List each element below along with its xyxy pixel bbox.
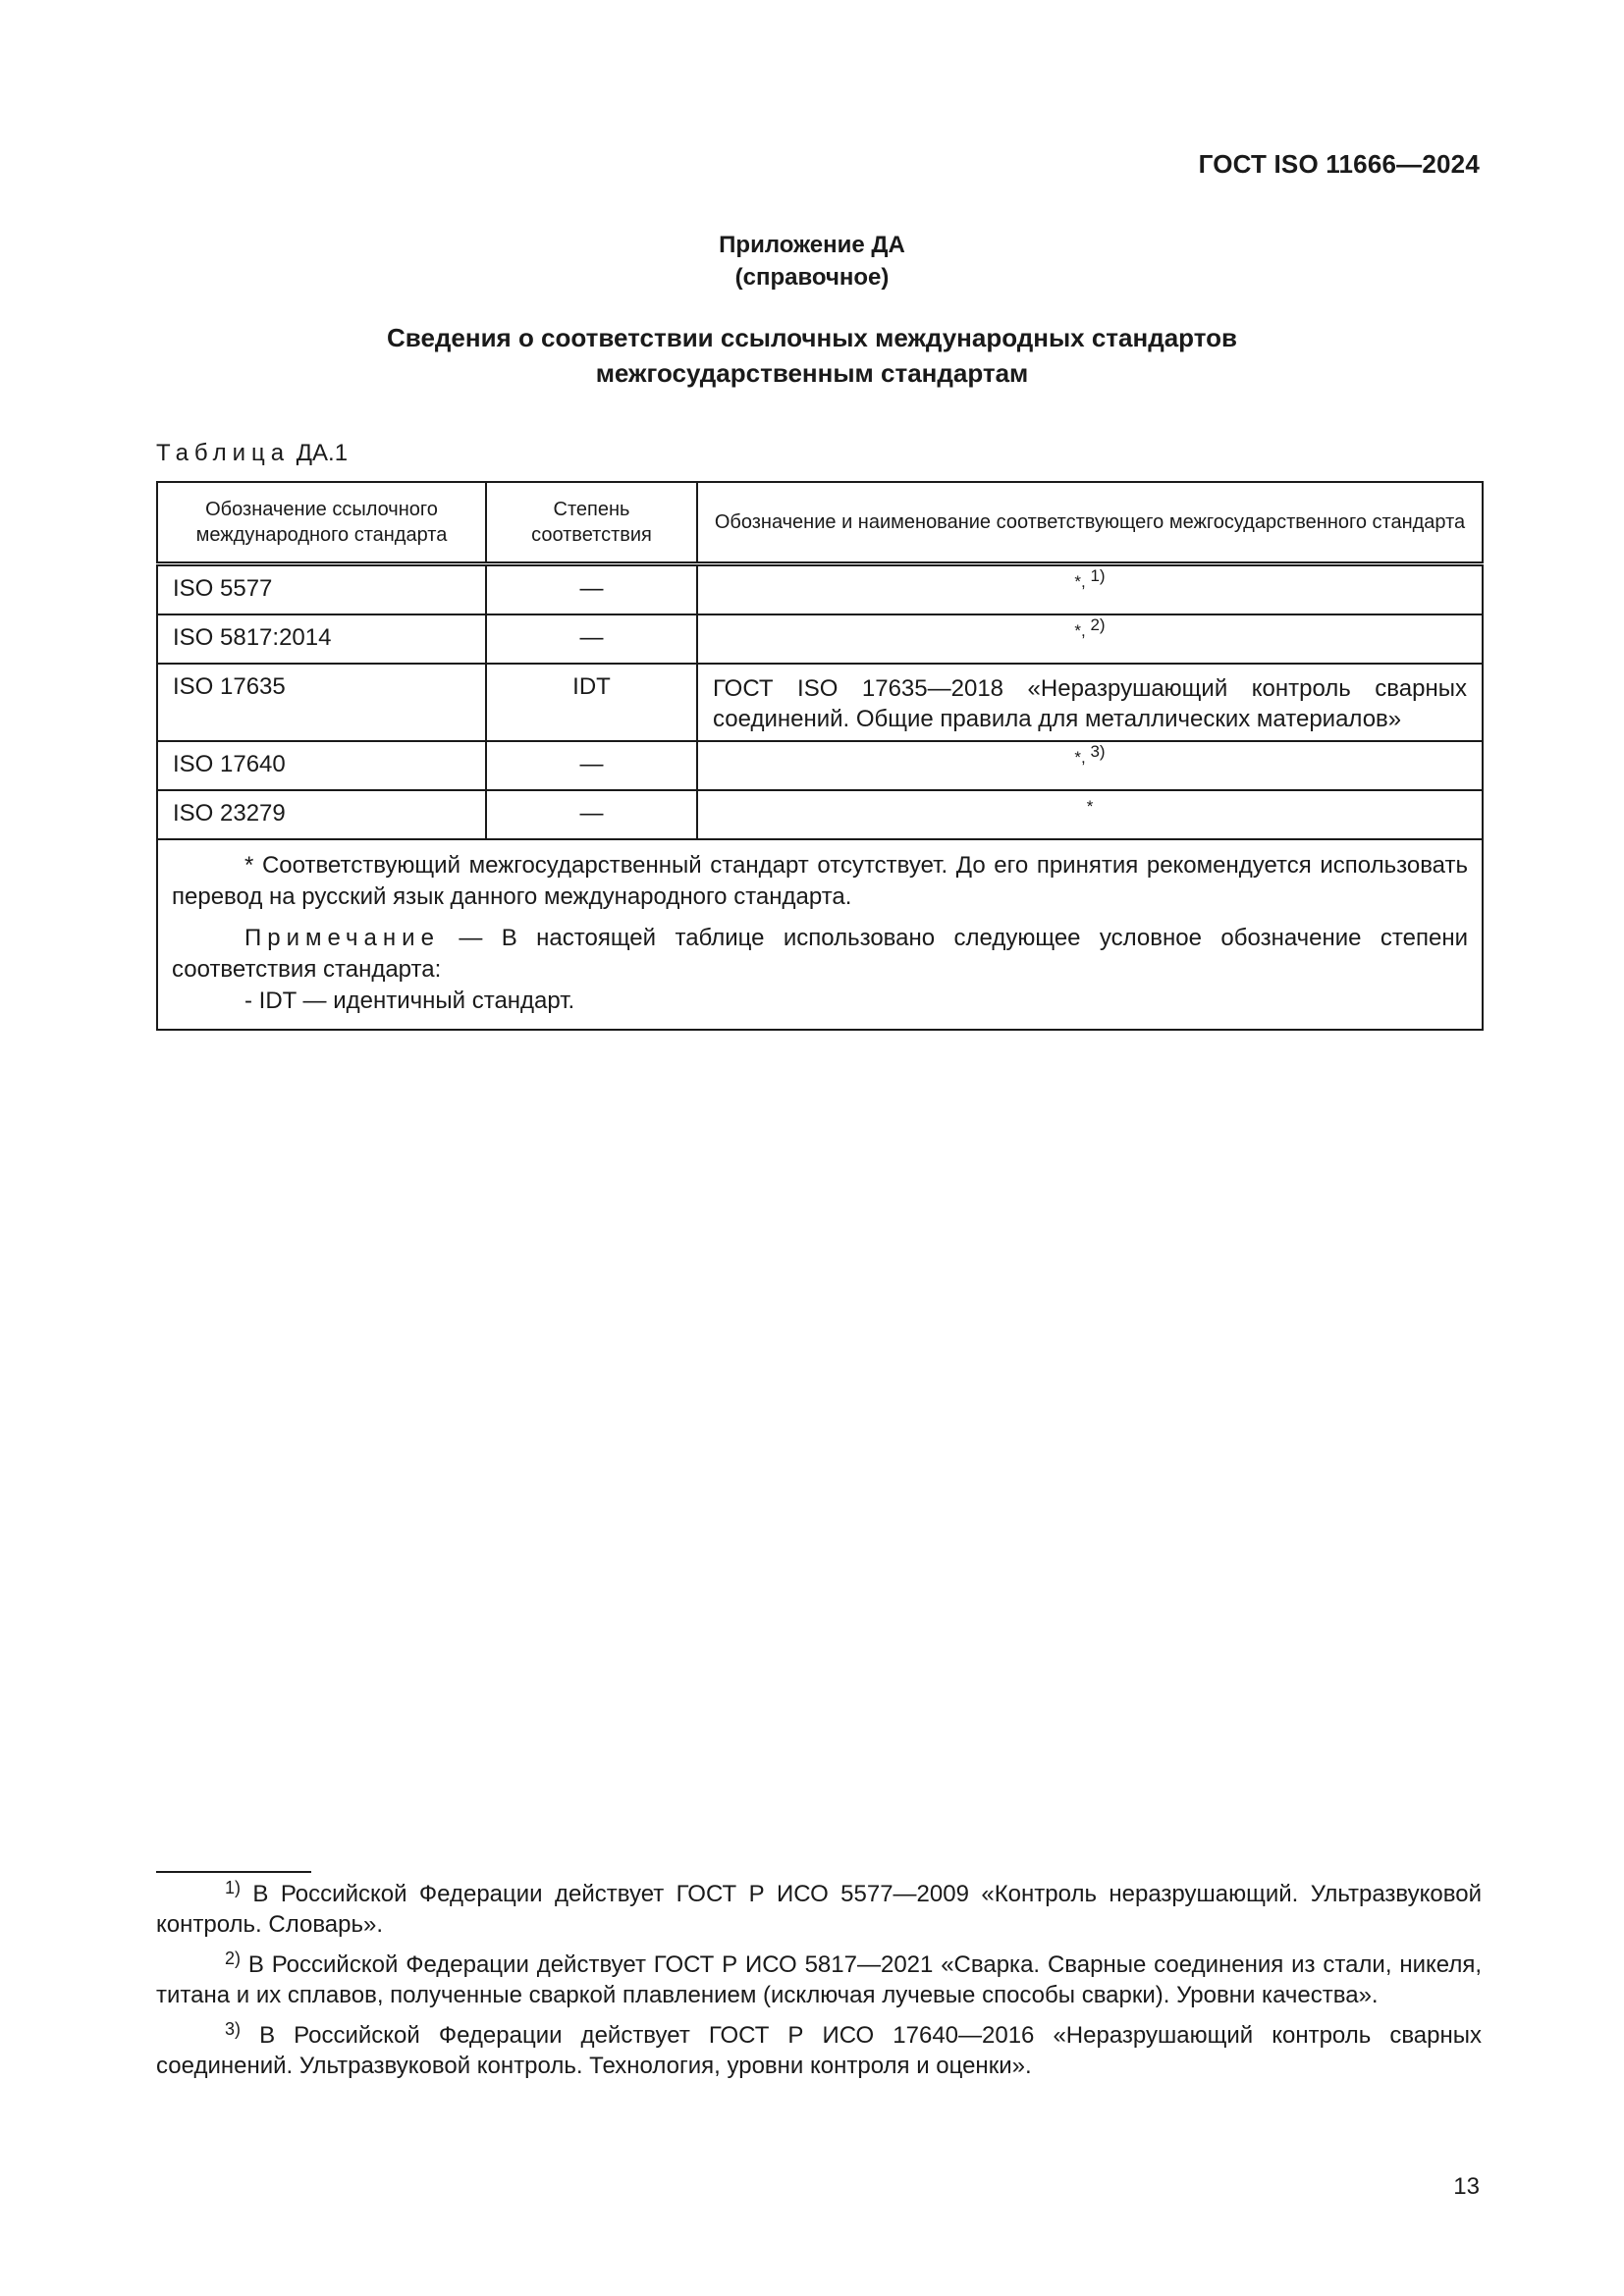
footnote-text: В Российской Федерации действует ГОСТ Р ИСО 17640—2016 «Неразрушающий контроль сварных соединений. Ультразвуковой контроль. Технология, уровни контроля и оценки». (156, 2022, 1482, 2079)
table-caption (156, 440, 348, 467)
document-code: ГОСТ ISO 11666—2024 (1198, 149, 1480, 179)
header-reference-standard: Обозначение ссылочного международного стандарта (157, 482, 486, 564)
footnote-text: В Российской Федерации действует ГОСТ Р ИСО 5577—2009 «Контроль неразрушающий. Ультразвуковой контроль. Словарь». (156, 1881, 1482, 1938)
footnote-mark: 1) (225, 1878, 242, 1897)
footnote-ref: 1) (1090, 566, 1106, 585)
absent-mark: * (1074, 621, 1082, 640)
annex-title (0, 229, 1624, 294)
table-row (157, 790, 1483, 839)
footnote-ref: 3) (1090, 742, 1106, 761)
note-text: — В настоящей таблице использовано следующее условное обозначение степени соответствия стандарта: (172, 925, 1468, 983)
table-footnote-star: * Соответствующий межгосударственный стандарт отсутствует. До его принятия рекомендуется использовать перевод на русский язык данного международного стандарта. (172, 852, 1468, 910)
table-notes-row (157, 839, 1483, 1030)
footnote-text: В Российской Федерации действует ГОСТ Р ИСО 5817—2021 «Сварка. Сварные соединения из стали, никеля, титана и их сплавов, полученные сваркой плавлением (исключая лучевые способы сварки). Уровни качества». (156, 1951, 1482, 2008)
table-caption-number: ДА.1 (296, 440, 349, 466)
cell-interstate: ГОСТ ISO 17635—2018 «Неразрушающий контроль сварных соединений. Общие правила для металлических материалов» (697, 664, 1483, 741)
table-notes (157, 839, 1483, 1030)
header-degree: Степень соответствия (486, 482, 697, 564)
absent-mark: * (1086, 797, 1094, 816)
footnote-ref: 2) (1090, 615, 1106, 634)
section-heading (0, 320, 1624, 391)
footnote (156, 1879, 1482, 1940)
page-footnotes (156, 1879, 1482, 2091)
footnote-separator (156, 1871, 311, 1873)
cell-interstate: *, $^{2)}$ (697, 614, 1483, 664)
table-row (157, 741, 1483, 790)
correspondence-table (156, 481, 1484, 1031)
header-interstate-standard: Обозначение и наименование соответствующего межгосударственного стандарта (697, 482, 1483, 564)
cell-degree: — (486, 564, 697, 615)
cell-standard: ISO 17640 (157, 741, 486, 790)
note-item: - IDT — идентичный стандарт. (244, 988, 575, 1014)
cell-standard: ISO 5577 (157, 564, 486, 615)
cell-degree: — (486, 741, 697, 790)
footnote (156, 1949, 1482, 2010)
footnote-mark: 2) (225, 1949, 242, 1968)
section-heading-line-1: Сведения о соответствии ссылочных международных стандартов (387, 323, 1237, 352)
absent-mark: * (1074, 572, 1082, 591)
section-heading-line-2: межгосударственным стандартам (595, 358, 1029, 388)
page-number: 13 (1453, 2173, 1480, 2200)
absent-mark: * (1074, 748, 1082, 767)
table-row (157, 614, 1483, 664)
cell-degree: IDT (486, 664, 697, 741)
table-header-row (157, 482, 1483, 564)
cell-standard: ISO 5817:2014 (157, 614, 486, 664)
note-label: Примечание (244, 925, 440, 951)
cell-standard: ISO 23279 (157, 790, 486, 839)
footnote-mark: 3) (225, 2019, 242, 2039)
cell-standard: ISO 17635 (157, 664, 486, 741)
cell-interstate: *, $^{3)}$ (697, 741, 1483, 790)
table-caption-word: Таблица (156, 440, 291, 466)
cell-degree: — (486, 614, 697, 664)
table-row (157, 564, 1483, 615)
cell-interstate (697, 790, 1483, 839)
annex-label: Приложение ДА (719, 232, 905, 258)
footnote (156, 2020, 1482, 2081)
table-note (172, 923, 1468, 1017)
cell-degree: — (486, 790, 697, 839)
table-row (157, 664, 1483, 741)
annex-type: (справочное) (734, 264, 890, 291)
cell-interstate: *, $^{1)}$ (697, 564, 1483, 615)
